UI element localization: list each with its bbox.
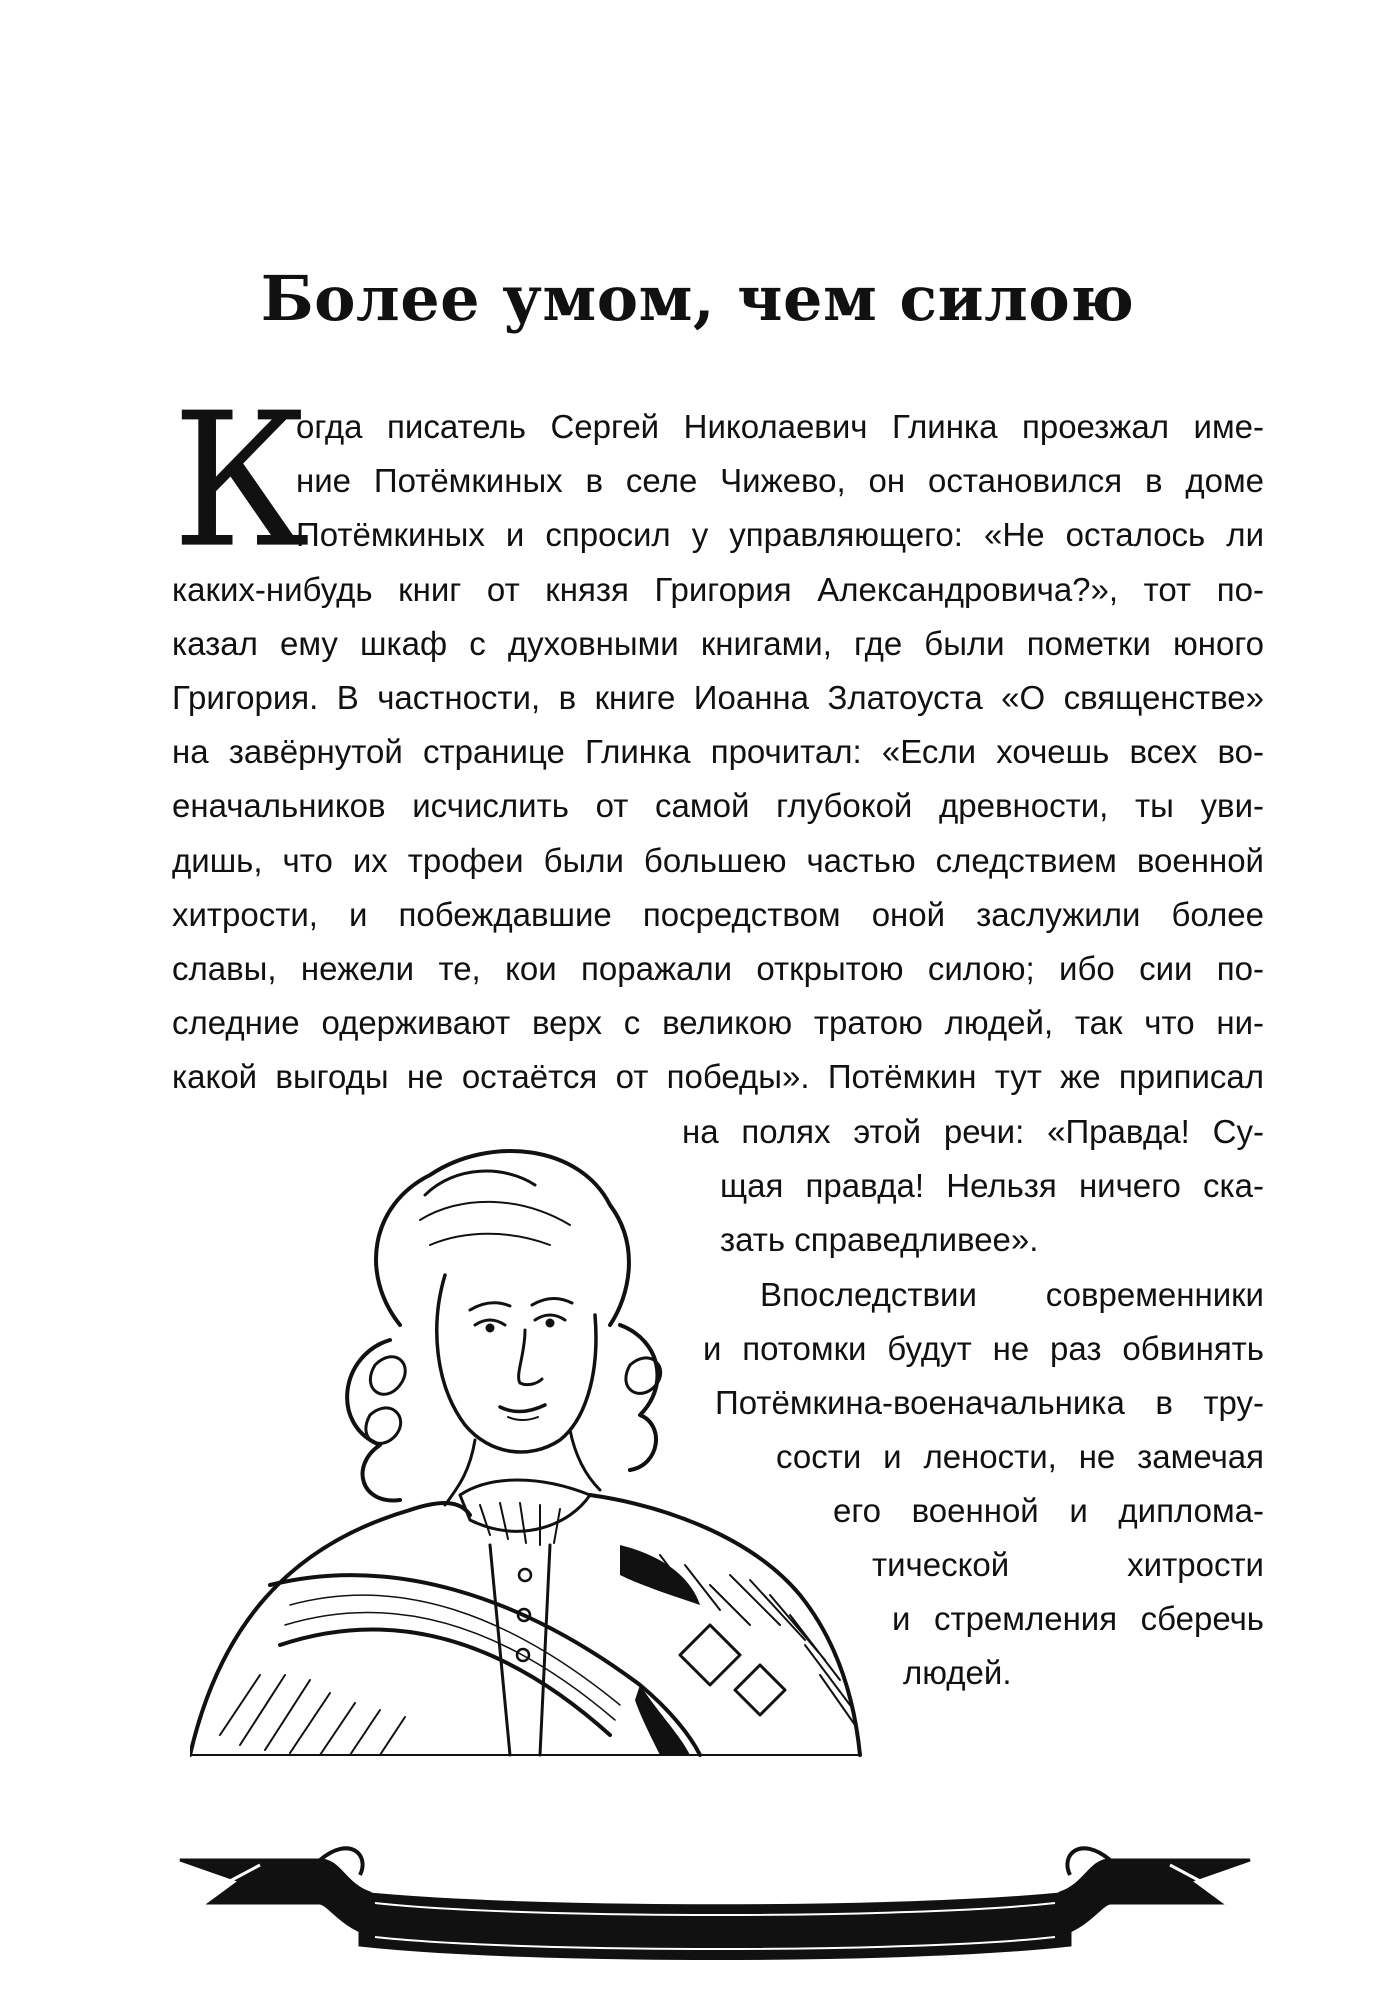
text-line: Потёмкина-военачальника в тру- [715, 1384, 1264, 1421]
text-line: еначальников исчислить от самой глубокой древности, ты уви- [172, 787, 1264, 825]
wrap-line-box [872, 1538, 1264, 1592]
text-line: людей. [903, 1654, 1012, 1691]
wrap-line-box [892, 1592, 1264, 1646]
text-line: хитрости, и побеждавшие посредством оной заслужили более [172, 895, 1264, 933]
text-line: каких-нибудь книг от князя Григория Александровича?», тот по- [172, 570, 1264, 608]
text-line: сости и лености, не замечая [776, 1438, 1264, 1475]
text-line: щая правда! Нельзя ничего ска- [720, 1167, 1264, 1204]
text-line: Григория. В частности, в книге Иоанна Златоуста «О священстве» [172, 678, 1264, 716]
text-line: тической хитрости [872, 1546, 1264, 1583]
portrait-illustration [190, 1125, 870, 1765]
page-number: 16 [680, 1876, 715, 1909]
text-line: славы, нежели те, кои поражали открытою силою; ибо сии по- [172, 949, 1264, 987]
text-line: какой выгоды не остаётся от победы». Потёмкин тут же приписал [172, 1058, 1264, 1096]
text-line: зать справедливее». [720, 1221, 1039, 1258]
wrap-line-box [833, 1484, 1264, 1538]
text-line: Потёмкиных и спросил у управляющего: «Не осталось ли [296, 516, 1264, 554]
text-line: казал ему шкаф с духовными книгами, где были пометки юного [172, 624, 1264, 662]
page-title: Более умом, чем силою [260, 262, 1135, 335]
text-line: на полях этой речи: «Правда! Су- [682, 1113, 1264, 1150]
text-line: и потомки будут не раз обвинять [703, 1330, 1264, 1367]
wrap-line-box [903, 1646, 1103, 1700]
text-line: огда писатель Сергей Николаевич Глинка проезжал име- [296, 408, 1264, 445]
text-line: его военной и диплома- [833, 1492, 1264, 1529]
text-line: на завёрнутой странице Глинка прочитал: «Если хочешь всех во- [172, 733, 1264, 771]
text-line: следние одерживают верх с великою тратою людей, так что ни- [172, 1004, 1264, 1042]
paragraph-main [172, 373, 1264, 1104]
text-line: Впоследствии современники [760, 1276, 1264, 1313]
drop-cap: К [172, 373, 310, 589]
text-line: и стремления сберечь [892, 1600, 1264, 1637]
text-line: дишь, что их трофеи были большею частью следствием военной [172, 841, 1264, 879]
text-line: ние Потёмкиных в селе Чижево, он остановился в доме [296, 462, 1264, 500]
